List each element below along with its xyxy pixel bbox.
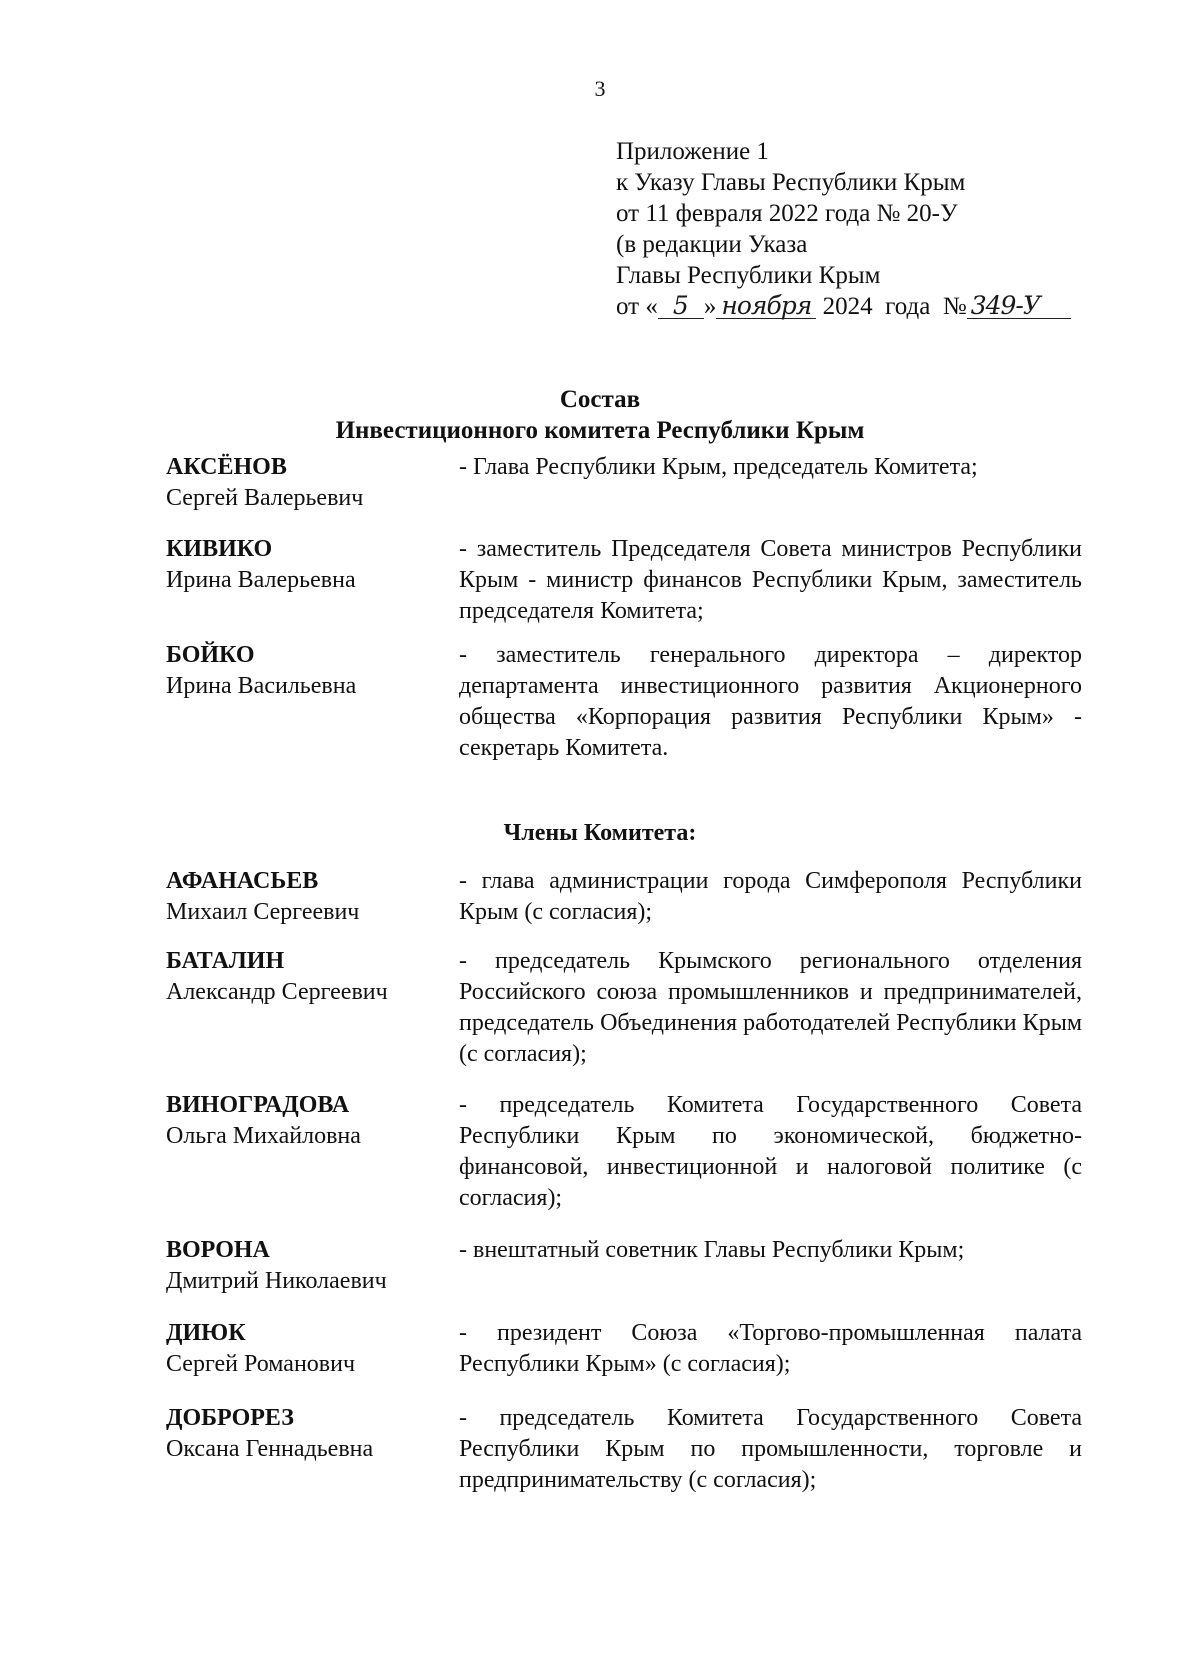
- person-surname: АКСЁНОВ: [166, 454, 287, 480]
- person-surname: ДОБРОРЕЗ: [166, 1405, 294, 1431]
- document-title: Состав: [559, 386, 641, 413]
- person-surname: ДИЮК: [166, 1320, 246, 1346]
- document-subtitle: Инвестиционного комитета Республики Крым: [335, 417, 865, 444]
- date-year-word: года: [885, 293, 931, 320]
- person-name: [166, 1318, 456, 1380]
- person-role: - заместитель Председателя Совета министров Республики Крым - министр финансов Республики Крым, заместитель председателя Комитета;: [459, 536, 1082, 624]
- person-name: [166, 640, 456, 702]
- person-role: - глава администрации города Симферополя Республики Крым (с согласия);: [459, 868, 1082, 925]
- person-name: [166, 866, 456, 928]
- person-role: - внештатный советник Главы Республики Крым;: [459, 1237, 965, 1263]
- person-role: - председатель Комитета Государственного Совета Республики Крым по промышленности, торговле и предпринимательству (с согласия);: [459, 1405, 1082, 1493]
- person-name: [166, 946, 456, 1008]
- person-surname: БОЙКО: [166, 642, 255, 668]
- appendix-block: [616, 136, 1071, 322]
- person-role: - заместитель генерального директора – директор департамента инвестиционного развития Акционерного общества «Корпорация развития Республики Крым» - секретарь Комитета.: [459, 642, 1082, 761]
- appendix-line: Приложение 1: [616, 138, 769, 165]
- person-given-name: Дмитрий Николаевич: [166, 1268, 387, 1294]
- person-given-name: Оксана Геннадьевна: [166, 1436, 374, 1462]
- person-given-name: Сергей Валерьевич: [166, 485, 364, 511]
- date-prefix: от «: [616, 293, 658, 320]
- person-surname: БАТАЛИН: [166, 948, 285, 974]
- handwritten-decree-number: 349-У: [967, 294, 1071, 319]
- person-role: - председатель Крымского регионального отделения Российского союза промышленников и предпринимателей, председатель Объединения работодателей Республики Крым (с согласия);: [459, 948, 1082, 1067]
- person-given-name: Ирина Васильевна: [166, 673, 357, 699]
- person-name: [166, 1235, 456, 1297]
- person-given-name: Михаил Сергеевич: [166, 899, 360, 925]
- number-sign: №: [942, 293, 967, 320]
- page-number: 3: [594, 76, 606, 101]
- person-role: - президент Союза «Торгово-промышленная палата Республики Крым» (с согласия);: [459, 1320, 1082, 1377]
- person-role: - Глава Республики Крым, председатель Комитета;: [459, 454, 978, 480]
- person-name: [166, 534, 456, 596]
- person-surname: КИВИКО: [166, 536, 273, 562]
- person-name: [166, 1090, 456, 1152]
- person-given-name: Ольга Михайловна: [166, 1123, 361, 1149]
- appendix-line: к Указу Главы Республики Крым: [616, 169, 966, 196]
- person-name: [166, 452, 456, 514]
- appendix-line: (в редакции Указа: [616, 231, 808, 258]
- date-year: 2024: [822, 293, 873, 320]
- person-surname: ВИНОГРАДОВА: [166, 1092, 350, 1118]
- person-surname: АФАНАСЬЕВ: [166, 868, 319, 894]
- date-quote-close: »: [703, 293, 717, 320]
- person-role: - председатель Комитета Государственного Совета Республики Крым по экономической, бюджетно-финансовой, инвестиционной и налоговой политике (с согласия);: [459, 1092, 1082, 1211]
- appendix-line: от 11 февраля 2022 года № 20-У: [616, 200, 958, 227]
- members-heading: Члены Комитета:: [503, 820, 697, 846]
- person-given-name: Сергей Романович: [166, 1351, 356, 1377]
- appendix-date-line: [616, 291, 1071, 322]
- appendix-line: Главы Республики Крым: [616, 262, 881, 289]
- handwritten-day: 5: [658, 294, 704, 319]
- person-given-name: Ирина Валерьевна: [166, 567, 356, 593]
- handwritten-month: ноября: [716, 294, 816, 319]
- person-name: [166, 1403, 456, 1465]
- person-surname: ВОРОНА: [166, 1237, 270, 1263]
- person-given-name: Александр Сергеевич: [166, 979, 388, 1005]
